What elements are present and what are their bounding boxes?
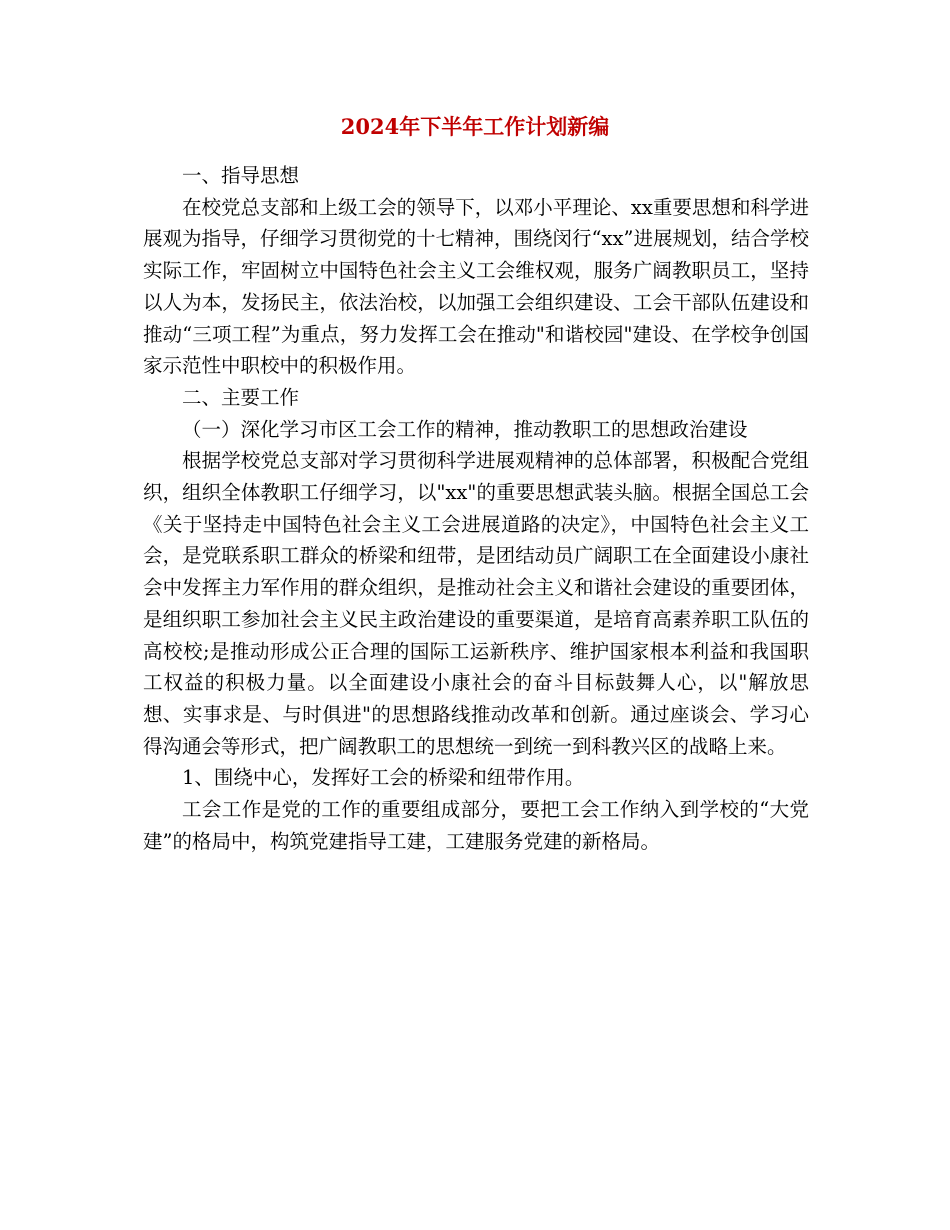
section-heading-main-work: 二、主要工作 [182, 385, 300, 409]
paragraph: 在校党总支部和上级工会的领导下，以邓小平理论、xx重要思想和科学进展观为指导，仔细学习贯彻党的十七精神，围绕闵行“xx”进展规划，结合学校实际工作，牢固树立中国特色社会主义工会维权观，服务广阔教职员工，坚持以人为本，发扬民主，依法治校，以加强工会组织建设、工会干部队伍建设和推动“三项工程”为重点，努力发挥工会在推动"和谐校园"建设、在学校争创国家示范性中职校中的积极作用。 [143, 195, 809, 378]
document-body [143, 160, 809, 857]
document-title: 2024年下半年工作计划新编 [340, 114, 610, 139]
paragraph: 工会工作是党的工作的重要组成部分，要把工会工作纳入到学校的“大党建”的格局中，构筑党建指导工建，工建服务党建的新格局。 [143, 798, 809, 853]
section-heading-guiding-ideology: 一、指导思想 [182, 164, 300, 187]
paragraph: 根据学校党总支部对学习贯彻科学进展观精神的总体部署，积极配合党组织，组织全体教职工仔细学习，以"xx"的重要思想武装头脑。根据全国总工会《关于坚持走中国特色社会主义工会进展道路的决定》，中国特色社会主义工会，是党联系职工群众的桥梁和纽带，是团结动员广阔职工在全面建设小康社会中发挥主力军作用的群众组织，是推动社会主义和谐社会建设的重要团体，是组织职工参加社会主义民主政治建设的重要渠道，是培育高素养职工队伍的高校校;是推动形成公正合理的国际工运新秩序、维护国家根本利益和我国职工权益的积极力量。以全面建设小康社会的奋斗目标鼓舞人心，以"解放思想、实事求是、与时俱进"的思想路线推动改革和创新。通过座谈会、学习心得沟通会等形式，把广阔教职工的思想统一到统一到科教兴区的战略上来。 [143, 449, 809, 758]
subsection-heading: （一）深化学习市区工会工作的精神，推动教职工的思想政治建设 [182, 417, 748, 441]
numbered-item-heading: 1、围绕中心，发挥好工会的桥梁和纽带作用。 [182, 766, 585, 790]
